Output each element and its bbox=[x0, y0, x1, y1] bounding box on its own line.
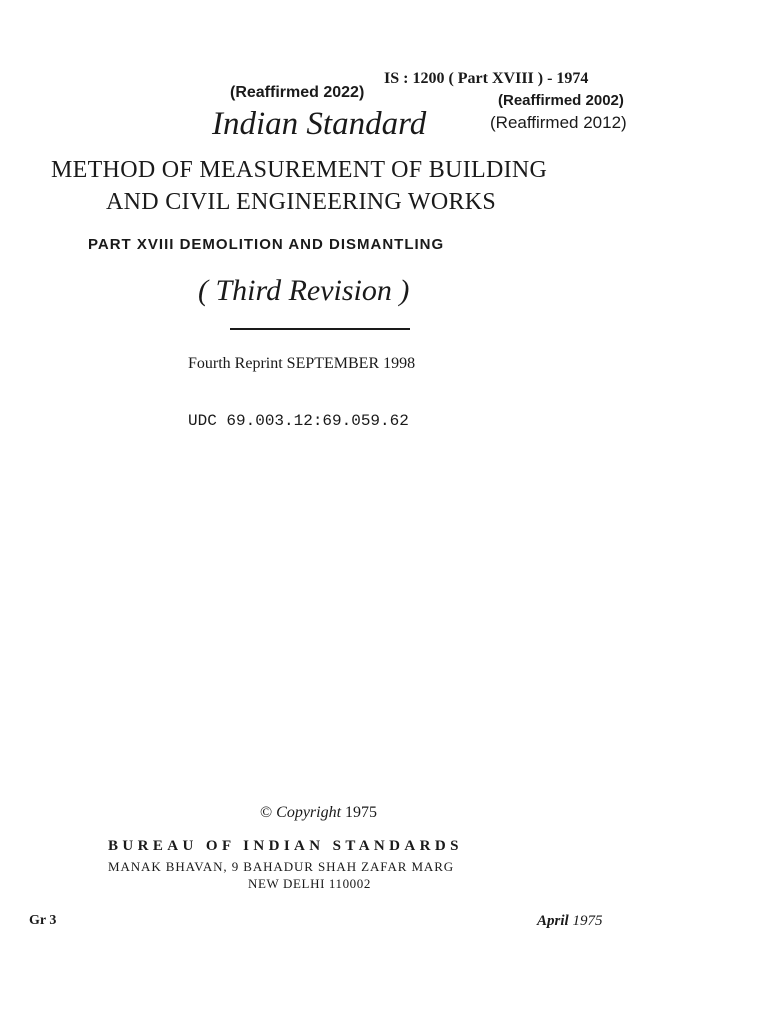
reprint-note: Fourth Reprint SEPTEMBER 1998 bbox=[188, 355, 416, 372]
reaffirmed-2012-note: (Reaffirmed 2012) bbox=[490, 113, 627, 132]
standard-number: IS : 1200 ( Part XVIII ) - 1974 bbox=[384, 70, 589, 87]
copyright-word: Copyright bbox=[276, 804, 342, 821]
publisher-address-line-2: NEW DELHI 110002 bbox=[248, 876, 371, 891]
reaffirmed-2022-note: (Reaffirmed 2022) bbox=[230, 84, 365, 101]
publication-year: 1975 bbox=[572, 913, 603, 929]
document-title-line-2: AND CIVIL ENGINEERING WORKS bbox=[106, 189, 497, 215]
indian-standard-heading: Indian Standard bbox=[212, 106, 427, 142]
part-title: PART XVIII DEMOLITION AND DISMANTLING bbox=[88, 236, 445, 253]
title-divider bbox=[230, 328, 410, 330]
publisher-address-line-1: MANAK BHAVAN, 9 BAHADUR SHAH ZAFAR MARG bbox=[108, 859, 455, 874]
copyright-icon: © bbox=[260, 804, 273, 821]
publication-month: April bbox=[537, 913, 569, 929]
copyright-line bbox=[260, 804, 377, 822]
copyright-year: 1975 bbox=[345, 804, 378, 821]
reaffirmed-2002-note: (Reaffirmed 2002) bbox=[498, 92, 624, 109]
udc-code: UDC 69.003.12:69.059.62 bbox=[188, 412, 409, 430]
publication-date bbox=[537, 913, 602, 930]
revision-label: ( Third Revision ) bbox=[198, 274, 410, 307]
document-title-line-1: METHOD OF MEASUREMENT OF BUILDING bbox=[51, 157, 548, 183]
publisher-name: BUREAU OF INDIAN STANDARDS bbox=[108, 838, 463, 854]
grade-label: Gr 3 bbox=[29, 913, 57, 928]
